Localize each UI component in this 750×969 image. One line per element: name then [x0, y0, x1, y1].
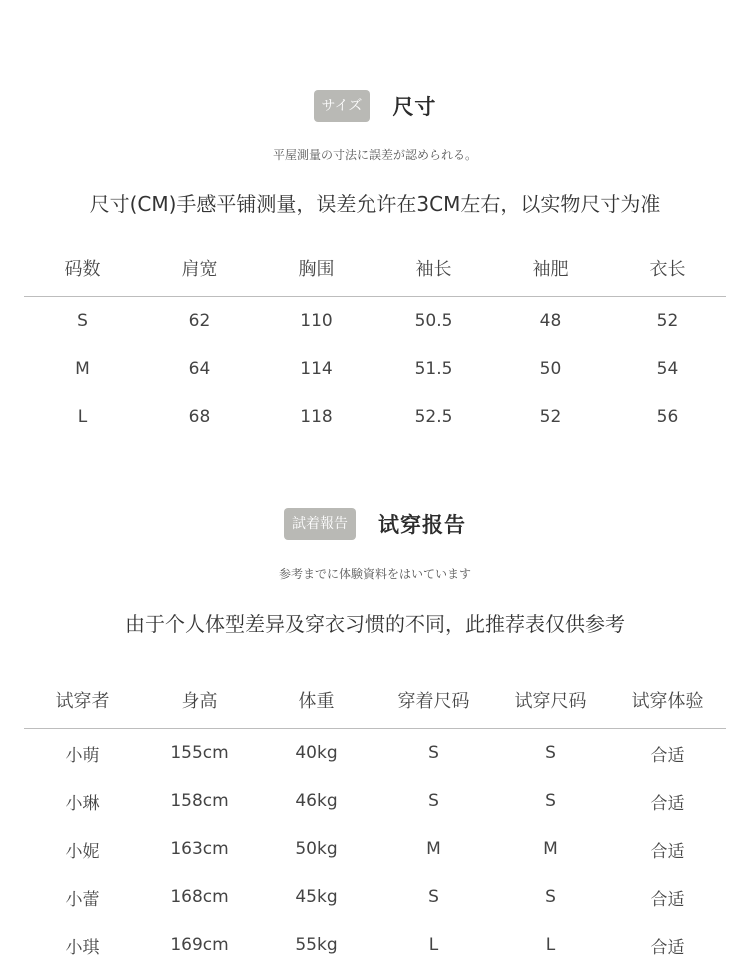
- size-table-row: [24, 345, 726, 393]
- trial-table-row: [24, 873, 726, 921]
- trial-table-cell: S: [375, 777, 492, 825]
- trial-table-cell: 小萌: [24, 729, 141, 778]
- trial-badge: 試着報告: [284, 508, 356, 540]
- trial-section-note: 参考までに体験資料をはいています: [0, 565, 750, 582]
- size-section-header: [0, 90, 750, 122]
- size-table-cell: L: [24, 393, 141, 441]
- size-table-cell: 50.5: [375, 297, 492, 346]
- size-table-header-cell: 袖长: [375, 240, 492, 297]
- size-table-cell: 64: [141, 345, 258, 393]
- size-table-cell: 52.5: [375, 393, 492, 441]
- trial-table-cell: L: [375, 921, 492, 969]
- size-table-cell: 54: [609, 345, 726, 393]
- size-badge: サイズ: [314, 90, 371, 122]
- trial-table-cell: 小蕾: [24, 873, 141, 921]
- trial-table-cell: 155cm: [141, 729, 258, 778]
- trial-table-header-cell: 试穿尺码: [492, 672, 609, 729]
- size-table-row: [24, 393, 726, 441]
- trial-table-cell: 合适: [609, 777, 726, 825]
- trial-table-header-cell: 身高: [141, 672, 258, 729]
- trial-table-cell: 46kg: [258, 777, 375, 825]
- trial-table-cell: S: [492, 873, 609, 921]
- trial-table-cell: 40kg: [258, 729, 375, 778]
- trial-table-cell: 合适: [609, 729, 726, 778]
- size-table-cell: 114: [258, 345, 375, 393]
- size-table-cell: S: [24, 297, 141, 346]
- trial-table-cell: 小琪: [24, 921, 141, 969]
- size-table-header-cell: 袖肥: [492, 240, 609, 297]
- size-table-cell: 56: [609, 393, 726, 441]
- trial-table-cell: 169cm: [141, 921, 258, 969]
- trial-table-cell: S: [375, 873, 492, 921]
- trial-table-cell: L: [492, 921, 609, 969]
- size-table-cell: 51.5: [375, 345, 492, 393]
- size-section-title: 尺寸: [392, 91, 436, 121]
- trial-table-cell: 小琳: [24, 777, 141, 825]
- size-table-cell: 50: [492, 345, 609, 393]
- size-table-cell: 68: [141, 393, 258, 441]
- trial-table-cell: 163cm: [141, 825, 258, 873]
- trial-table-row: [24, 777, 726, 825]
- size-table-cell: 118: [258, 393, 375, 441]
- size-section-note: 平屋測量の寸法に誤差が認められる。: [0, 146, 750, 163]
- trial-table-cell: 45kg: [258, 873, 375, 921]
- trial-table-cell: 小妮: [24, 825, 141, 873]
- trial-table-cell: 50kg: [258, 825, 375, 873]
- size-table-cell: 48: [492, 297, 609, 346]
- trial-table-cell: M: [492, 825, 609, 873]
- trial-table-cell: S: [492, 777, 609, 825]
- trial-table-cell: 合适: [609, 873, 726, 921]
- trial-table-cell: 合适: [609, 921, 726, 969]
- trial-table-header-cell: 穿着尺码: [375, 672, 492, 729]
- trial-table-row: [24, 921, 726, 969]
- size-table-header-cell: 衣长: [609, 240, 726, 297]
- trial-table-cell: M: [375, 825, 492, 873]
- trial-table-header-cell: 体重: [258, 672, 375, 729]
- trial-section-header: [0, 508, 750, 540]
- trial-table-cell: 168cm: [141, 873, 258, 921]
- size-table-header-row: [24, 240, 726, 297]
- trial-table-cell: 158cm: [141, 777, 258, 825]
- size-section-description: 尺寸(CM)手感平铺测量，误差允许在3CM左右，以实物尺寸为准: [0, 188, 750, 217]
- size-table-body: [24, 297, 726, 442]
- trial-table-row: [24, 729, 726, 778]
- trial-table-cell: 合适: [609, 825, 726, 873]
- trial-section-title: 试穿报告: [378, 509, 466, 539]
- size-table-cell: M: [24, 345, 141, 393]
- trial-table-body: [24, 729, 726, 969]
- size-table-header-cell: 码数: [24, 240, 141, 297]
- size-table: [24, 240, 726, 441]
- size-table-cell: 62: [141, 297, 258, 346]
- trial-table-cell: 55kg: [258, 921, 375, 969]
- size-table-cell: 52: [609, 297, 726, 346]
- trial-table-row: [24, 825, 726, 873]
- trial-table-header-cell: 试穿体验: [609, 672, 726, 729]
- trial-table-cell: S: [492, 729, 609, 778]
- trial-table-header-row: [24, 672, 726, 729]
- size-table-cell: 52: [492, 393, 609, 441]
- trial-table-cell: S: [375, 729, 492, 778]
- size-table-header-cell: 胸围: [258, 240, 375, 297]
- trial-section-description: 由于个人体型差异及穿衣习惯的不同，此推荐表仅供参考: [0, 608, 750, 637]
- trial-table: [24, 672, 726, 969]
- size-table-cell: 110: [258, 297, 375, 346]
- trial-table-header-cell: 试穿者: [24, 672, 141, 729]
- size-table-header-cell: 肩宽: [141, 240, 258, 297]
- size-table-row: [24, 297, 726, 346]
